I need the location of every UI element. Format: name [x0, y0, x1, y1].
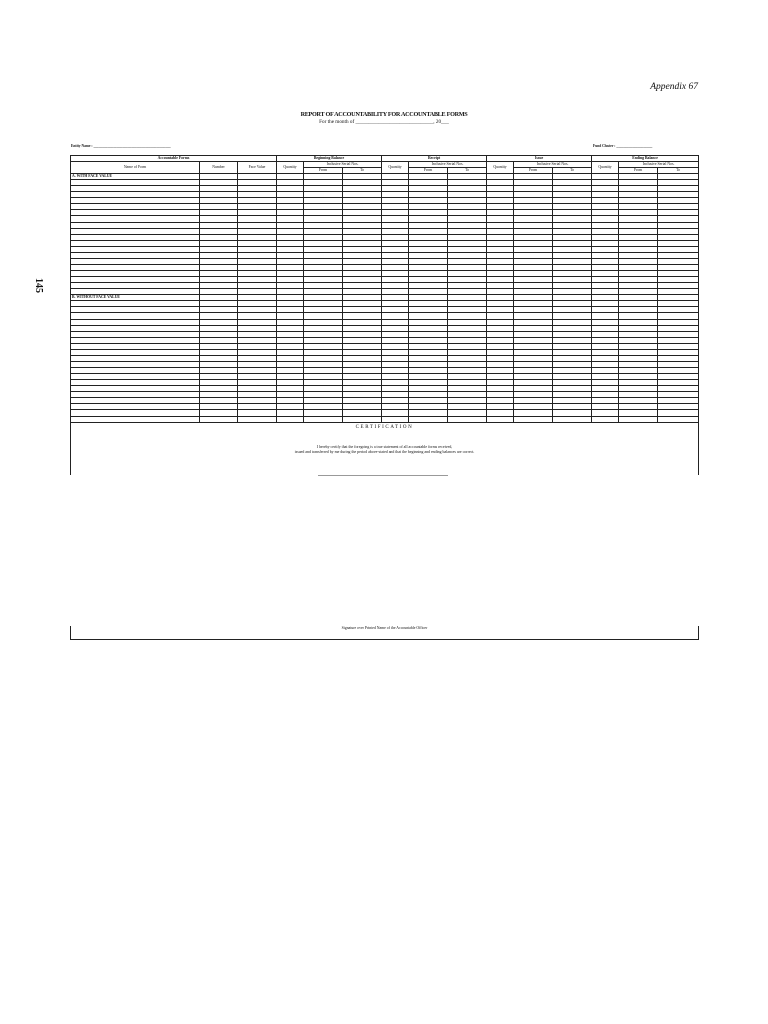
col-to: To — [553, 168, 592, 174]
entity-name-field: Entity Name : ___________________________________________ — [71, 144, 171, 148]
report-title: REPORT OF ACCOUNTABILITY FOR ACCOUNTABLE FORMS — [300, 111, 468, 118]
table-cell[interactable] — [304, 416, 343, 423]
certification-line-1: I hereby certify that the foregoing is a true statement of all accountable forms received, — [316, 445, 453, 449]
table-cell[interactable] — [409, 416, 448, 423]
col-serial: Inclusive Serial Nos. — [409, 162, 487, 168]
signature-line — [318, 475, 448, 476]
certification-line-2: issued and transferred by me during the period above-stated and that the beginning and ending balances are correct. — [294, 450, 475, 455]
col-to: To — [658, 168, 699, 174]
table-cell[interactable] — [592, 416, 619, 423]
table-cell[interactable] — [619, 416, 658, 423]
table-cell[interactable] — [487, 416, 514, 423]
page-number: 145 — [33, 278, 44, 293]
table-row — [71, 416, 699, 423]
col-quantity: Quantity — [382, 162, 409, 174]
table-cell[interactable] — [277, 416, 304, 423]
fund-cluster-field: Fund Cluster : ____________________ — [593, 144, 653, 148]
col-quantity: Quantity — [487, 162, 514, 174]
certification-box — [70, 423, 699, 475]
section-label: A. WITH FACE VALUE — [71, 174, 200, 180]
col-face-value: Face Value — [238, 162, 277, 174]
col-from: From — [514, 168, 553, 174]
col-serial: Inclusive Serial Nos. — [619, 162, 699, 168]
col-quantity: Quantity — [277, 162, 304, 174]
col-name-of-form: Name of Form — [71, 162, 200, 174]
header-ending-balance: Ending Balance — [592, 156, 699, 162]
signature-label: Signature over Printed Name of the Accountable Officer — [341, 626, 428, 630]
col-to: To — [343, 168, 382, 174]
col-quantity: Quantity — [592, 162, 619, 174]
table-cell[interactable] — [200, 416, 238, 423]
accountability-table — [70, 155, 699, 423]
section-label: B. WITHOUT FACE VALUE — [71, 295, 200, 301]
signature-box — [70, 626, 699, 640]
certification-title: CERTIFICATION — [355, 425, 414, 430]
table-cell[interactable] — [71, 416, 200, 423]
month-line: For the month of ______________________________, 20___ — [319, 119, 449, 125]
col-number: Number — [200, 162, 238, 174]
header-issue: Issue — [487, 156, 592, 162]
certification-text — [71, 445, 698, 456]
table-cell[interactable] — [238, 416, 277, 423]
col-from: From — [304, 168, 343, 174]
col-from: From — [619, 168, 658, 174]
col-serial: Inclusive Serial Nos. — [514, 162, 592, 168]
table-cell[interactable] — [514, 416, 553, 423]
appendix-label: Appendix 67 — [650, 82, 698, 92]
table-cell[interactable] — [448, 416, 487, 423]
table-cell[interactable] — [343, 416, 382, 423]
table-cell[interactable] — [658, 416, 699, 423]
col-from: From — [409, 168, 448, 174]
col-serial: Inclusive Serial Nos. — [304, 162, 382, 168]
table-cell[interactable] — [382, 416, 409, 423]
header-accountable-forms: Accountable Forms — [71, 156, 277, 162]
table-cell[interactable] — [553, 416, 592, 423]
header-receipt: Receipt — [382, 156, 487, 162]
header-beginning-balance: Beginning Balance — [277, 156, 382, 162]
table-body — [71, 174, 699, 423]
col-to: To — [448, 168, 487, 174]
